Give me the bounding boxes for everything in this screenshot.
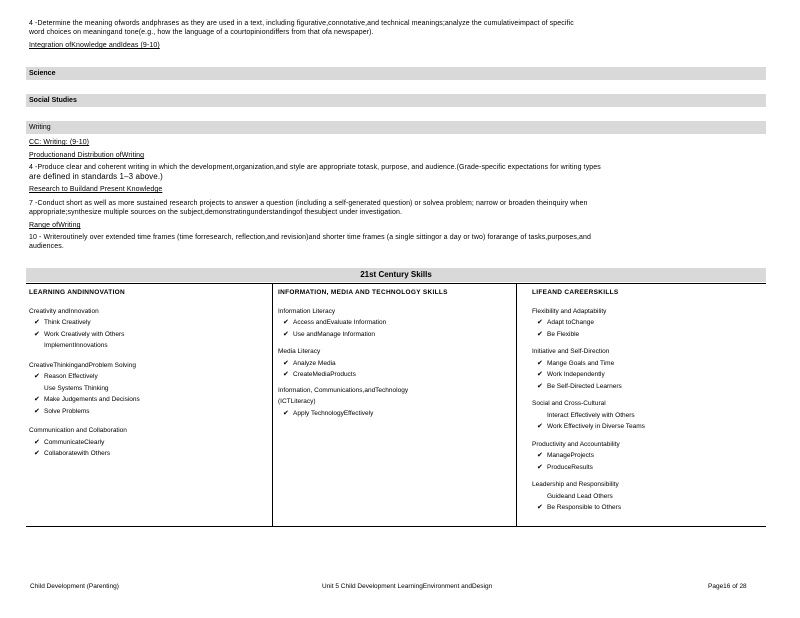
creativity-category: Creativity andInnovation (29, 307, 99, 315)
production-heading: Productionand Distribution ofWriting (29, 152, 145, 159)
check-icon: ✔ (537, 371, 543, 378)
initiative-category: Initiative and Self-Direction (532, 348, 610, 355)
list-item: ✔ Make Judgements and Decisions (29, 394, 267, 406)
ela-standard-line1: 4 -Determine the meaning ofwords andphrases as they are used in a text, including figurative,connotative,and technical meanings;analyze the cumulativeimpact of specific (29, 20, 574, 27)
information-media-heading: INFORMATION, MEDIA AND TECHNOLOGY SKILLS (278, 289, 448, 296)
check-icon: ✔ (34, 319, 40, 326)
list-item: ✔ Think Creatively (29, 317, 267, 329)
check-icon: ✔ (537, 452, 543, 459)
learning-innovation-column (29, 287, 267, 460)
list-item: ✔ Adapt toChange (532, 317, 764, 329)
skills-header: 21st Century Skills (26, 268, 766, 282)
list-item: ✔ ManageProjects (532, 450, 764, 462)
list-item: ✔ CreateMediaProducts (278, 369, 512, 381)
list-item: ✔ Be Self-Directed Learners (532, 381, 764, 393)
ict-category-line2: (ICTLiteracy) (278, 398, 316, 405)
check-icon: ✔ (34, 396, 40, 403)
footer-course-title: Child Development (Parenting) (30, 583, 119, 590)
communication-category: Communication and Collaboration (29, 427, 127, 434)
footer-page-number: Page16 of 28 (708, 583, 747, 590)
list-item: Guideand Lead Others (547, 492, 613, 500)
footer-unit-title: Unit 5 Child Development LearningEnvironment andDesign (322, 583, 493, 590)
check-icon: ✔ (537, 330, 543, 338)
check-icon: ✔ (283, 319, 289, 326)
life-career-heading: LIFEAND CAREERSKILLS (532, 289, 619, 296)
check-icon: ✔ (34, 407, 40, 415)
writing-standard-4-line1: 4 -Produce clear and coherent writing in which the development,organization,and style are appropriate totask, purpose, and audience.(Grade-specific expectations for writing types (29, 164, 601, 171)
list-item: ✔ Be Responsible to Others (532, 502, 764, 514)
list-item: ImplementInnovations (44, 342, 108, 349)
writing-cc-heading: CC: Writing: (9-10) (29, 139, 90, 146)
science-band: Science (26, 67, 766, 80)
list-item: ✔ Solve Problems (29, 406, 267, 418)
check-icon: ✔ (283, 409, 289, 417)
information-literacy-category: Information Literacy (278, 307, 336, 315)
writing-standard-10-line2: audiences. (29, 243, 64, 250)
life-career-column (532, 287, 764, 514)
social-studies-band: Social Studies (26, 94, 766, 107)
list-item: ✔ Access andEvaluate Information (278, 317, 512, 329)
list-item: ✔ Collaboratewith Others (29, 448, 267, 460)
check-icon: ✔ (537, 382, 543, 390)
skills-bottom-rule (26, 526, 766, 527)
social-cross-cultural-category: Social and Cross-Cultural (532, 400, 606, 407)
column-divider-2 (516, 283, 517, 527)
column-divider-1 (272, 283, 273, 527)
range-heading: Range ofWriting (29, 222, 81, 229)
check-icon: ✔ (34, 373, 40, 380)
check-icon: ✔ (34, 330, 40, 338)
check-icon: ✔ (283, 330, 289, 338)
writing-standard-7-line1: 7 -Conduct short as well as more sustained research projects to answer a question (including a self-generated question) or solvea problem; narrow or broaden theinquiry when (29, 200, 588, 207)
list-item: ✔ Use andManage Information (278, 329, 512, 341)
writing-standard-4-line2: are defined in standards 1–3 above.) (29, 172, 163, 181)
skills-top-rule (26, 283, 766, 284)
check-icon: ✔ (34, 438, 40, 446)
list-item: ✔ Mange Goals and Time (532, 358, 764, 370)
check-icon: ✔ (537, 359, 543, 367)
writing-standard-7-line2: appropriate;synthesize multiple sources on the subject,demonstratingunderstandingof thesubject under investigation. (29, 209, 402, 216)
list-item: ✔ Work Creatively with Others (29, 329, 267, 341)
list-item: Use Systems Thinking (44, 384, 109, 392)
writing-band: Writing (26, 121, 766, 134)
check-icon: ✔ (537, 423, 543, 430)
list-item: ✔ Reason Effectively (29, 371, 267, 383)
critical-thinking-category: CreativeThinkingandProblem Solving (29, 361, 136, 369)
learning-innovation-heading: LEARNING ANDINNOVATION (29, 289, 126, 296)
list-item: Interact Effectively with Others (547, 411, 635, 419)
integration-heading: Integration ofKnowledge andIdeas (9-10) (29, 42, 160, 49)
check-icon: ✔ (34, 450, 40, 457)
leadership-category: Leadership and Responsibility (532, 481, 619, 488)
productivity-category: Productivity and Accountability (532, 440, 620, 448)
check-icon: ✔ (283, 359, 289, 367)
list-item: ✔ ProduceResults (532, 462, 764, 474)
list-item: ✔ CommunicateClearly (29, 437, 267, 449)
ela-standard-line2: word choices on meaningand tone(e.g., how the language of a courtopiniondiffers from that ofa newspaper). (29, 29, 374, 36)
check-icon: ✔ (537, 504, 543, 511)
list-item: ✔ Analyze Media (278, 358, 512, 370)
writing-standard-10-line1: 10 - Writeroutinely over extended time frames (time forresearch, reflection,and revision)and shorter time frames (a single sittingor a day or two) forarange of tasks,purposes,and (29, 234, 591, 241)
list-item: ✔ Be Flexible (532, 329, 764, 341)
check-icon: ✔ (537, 463, 543, 471)
list-item: ✔ Work Independently (532, 369, 764, 381)
ict-category: Information, Communications,andTechnology (278, 386, 409, 394)
check-icon: ✔ (283, 371, 289, 378)
information-media-column (278, 287, 512, 419)
check-icon: ✔ (537, 319, 543, 326)
media-literacy-category: Media Literacy (278, 348, 321, 355)
list-item: ✔ Apply TechnologyEffectively (278, 408, 512, 420)
research-heading: Research to Buildand Present Knowledge (29, 186, 163, 193)
flexibility-category: Flexibility and Adaptability (532, 307, 607, 315)
list-item: ✔ Work Effectively in Diverse Teams (532, 421, 764, 433)
